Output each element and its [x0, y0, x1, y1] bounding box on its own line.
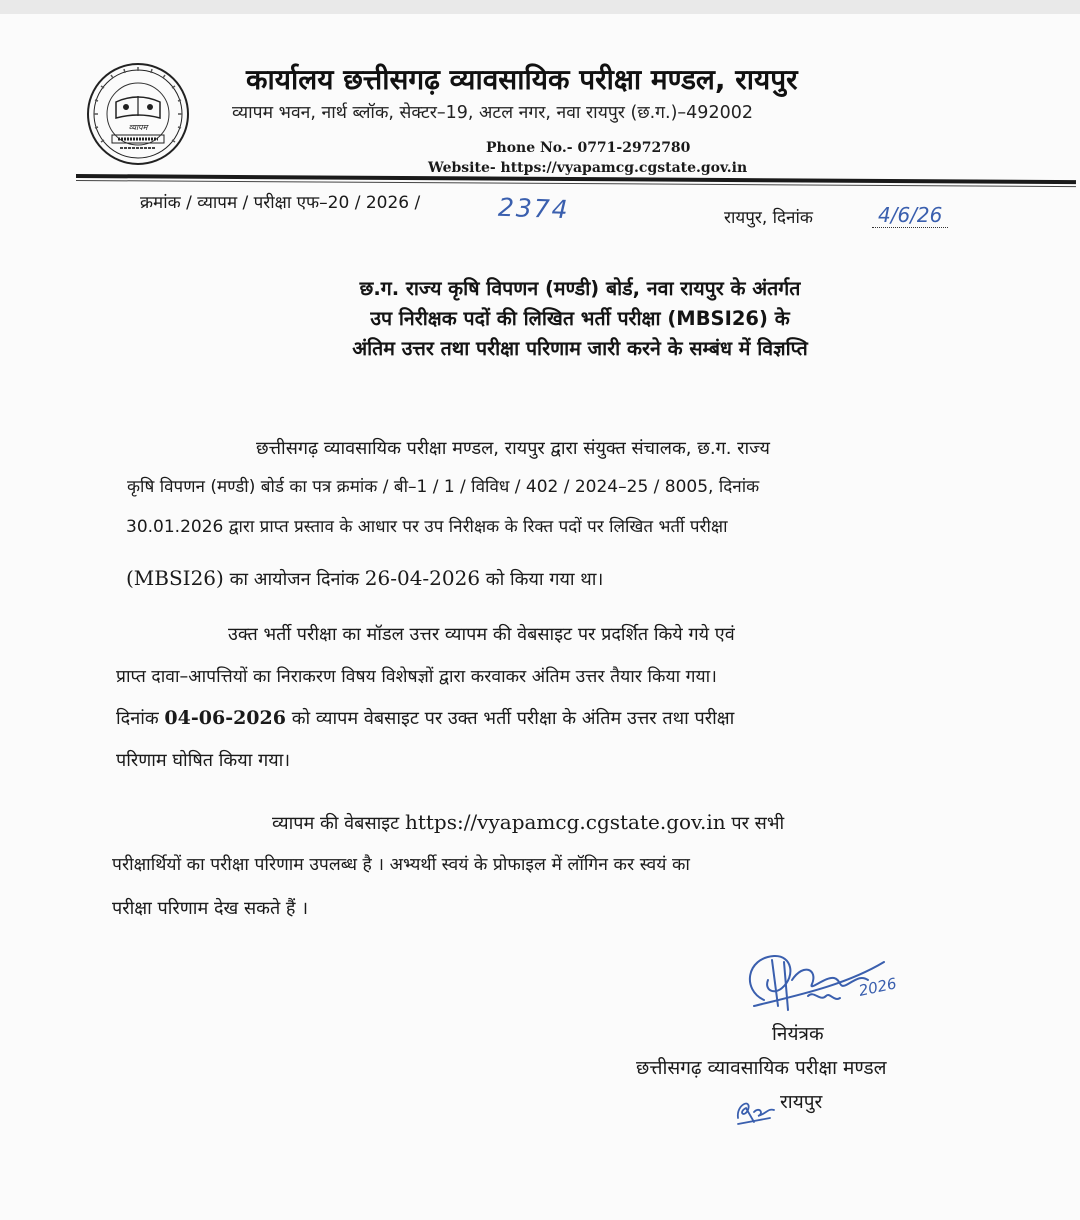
- paragraph-2-line-2: प्राप्त दावा–आपत्तियों का निराकरण विषय विशेषज्ञों द्वारा करवाकर अंतिम उत्तर तैयार किया गया।: [116, 667, 717, 687]
- paragraph-1-line-4-end: को किया गया था।: [480, 569, 604, 590]
- paragraph-2-line-3: [116, 706, 734, 730]
- phone-number: Phone No.- 0771-2972780: [486, 140, 691, 156]
- paragraph-3-line-1-start: व्यापम की वेबसाइट: [272, 813, 405, 834]
- signatory-city: रायपुर: [780, 1091, 823, 1113]
- paragraph-1-line-4: [126, 566, 603, 591]
- paragraph-2-line-3-start: दिनांक: [116, 708, 165, 729]
- notice-subject: [270, 274, 890, 364]
- signatory-office: छत्तीसगढ़ व्यावसायिक परीक्षा मण्डल: [636, 1057, 887, 1079]
- controller-signature: [734, 940, 954, 1030]
- top-strip: [0, 0, 1080, 14]
- website-url[interactable]: https://vyapamcg.cgstate.gov.in: [404, 810, 726, 834]
- paragraph-2-line-1: उक्त भर्ती परीक्षा का मॉडल उत्तर व्यापम की वेबसाइट पर प्रदर्शित किये गये एवं: [228, 624, 735, 645]
- paragraph-1-line-3: 30.01.2026 द्वारा प्राप्त प्रस्ताव के आधार पर उप निरीक्षक के रिक्त पदों पर लिखित भर्ती परीक्षा: [126, 517, 728, 537]
- paragraph-2-line-4: परिणाम घोषित किया गया।: [116, 750, 291, 771]
- subject-line-3: अंतिम उत्तर तथा परीक्षा परिणाम जारी करने के सम्बंध में विज्ञप्ति: [352, 337, 808, 360]
- paragraph-2-line-3-text: को व्यापम वेबसाइट पर उक्त भर्ती परीक्षा के अंतिम उत्तर तथा परीक्षा: [285, 708, 735, 729]
- subject-line-1: छ.ग. राज्य कृषि विपणन (मण्डी) बोर्ड, नवा रायपुर के अंतर्गत: [359, 277, 801, 300]
- paragraph-3-line-1: [272, 810, 784, 835]
- seal-emblem-icon: [86, 62, 190, 166]
- exam-code: (MBSI26): [126, 566, 224, 590]
- reference-number-handwritten: 2374: [497, 192, 571, 225]
- date-handwritten: 4/6/26: [872, 203, 948, 228]
- date-label: रायपुर, दिनांक: [724, 208, 813, 228]
- paragraph-3-line-3: परीक्षा परिणाम देख सकते हैं ।: [112, 898, 309, 919]
- paragraph-1-line-1: छत्तीसगढ़ व्यावसायिक परीक्षा मण्डल, रायपुर द्वारा संयुक्त संचालक, छ.ग. राज्य: [256, 438, 770, 459]
- paragraph-1-line-2: कृषि विपणन (मण्डी) बोर्ड का पत्र क्रमांक / बी–1 / 1 / विविध / 402 / 2024–25 / 8005, दिनांक: [127, 477, 760, 497]
- website-link[interactable]: Website- https://vyapamcg.cgstate.gov.in: [428, 160, 748, 176]
- exam-date: 26-04-2026: [364, 566, 481, 590]
- subject-line-2: उप निरीक्षक पदों की लिखित भर्ती परीक्षा (MBSI26) के: [370, 307, 790, 330]
- paragraph-1-line-4-text: का आयोजन दिनांक: [223, 569, 365, 590]
- signatory-designation: नियंत्रक: [772, 1023, 824, 1045]
- result-date: 04-06-2026: [164, 707, 286, 729]
- organization-name: कार्यालय छत्तीसगढ़ व्यावसायिक परीक्षा मण्डल, रायपुर: [246, 63, 798, 96]
- handwritten-initials: [732, 1088, 778, 1128]
- logo-text: व्यापम: [128, 123, 148, 132]
- reference-number: क्रमांक / व्यापम / परीक्षा एफ–20 / 2026 /: [140, 193, 421, 213]
- paragraph-3-line-2: परीक्षार्थियों का परीक्षा परिणाम उपलब्ध है । अभ्यर्थी स्वयं के प्रोफाइल में लॉगिन कर स्वयं का: [112, 855, 690, 875]
- office-address: व्यापम भवन, नार्थ ब्लॉक, सेक्टर–19, अटल नगर, नवा रायपुर (छ.ग.)–492002: [232, 103, 753, 123]
- svg-text:2026: 2026: [857, 974, 899, 1000]
- paragraph-3-line-1-end: पर सभी: [725, 813, 785, 834]
